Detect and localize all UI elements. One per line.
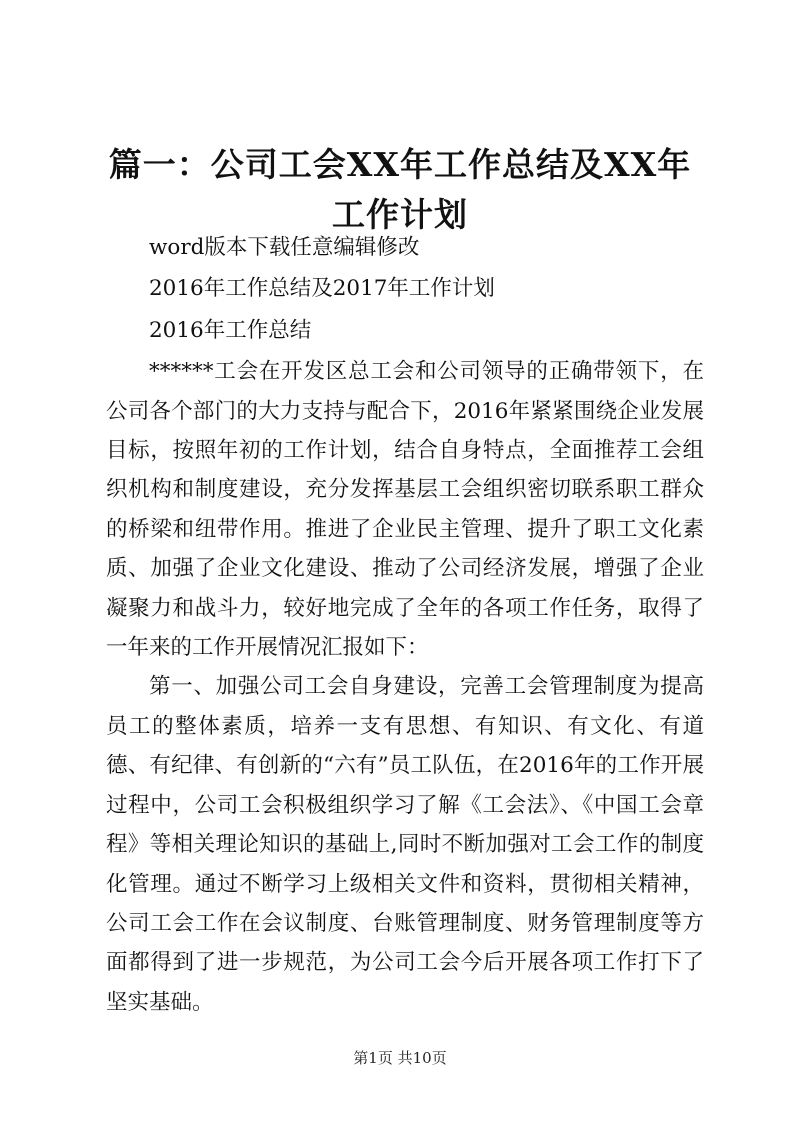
paragraph-intro: ******工会在开发区总工会和公司领导的正确带领下，在公司各个部门的大力支持与配合下，2016年紧紧围绕企业发展目标，按照年初的工作计划，结合自身特点，全面推荐工会组织机构和制度建设，充分发挥基层工会组织密切联系职工群众的桥梁和纽带作用。推进了企业民主管理、提升了职工文化素质、加强了企业文化建设、推动了公司经济发展，增强了企业凝聚力和战斗力，较好地完成了全年的各项工作任务，取得了一年来的工作开展情况汇报如下： <box>106 359 704 661</box>
document-body <box>106 228 704 1022</box>
paragraph-section-heading: 2016年工作总结 <box>149 317 312 343</box>
document-title: 篇一：公司工会XX年工作总结及XX年工作计划 <box>108 145 692 234</box>
paragraph-subtitle: 2016年工作总结及2017年工作计划 <box>149 276 495 302</box>
page-footer: 第1页 共10页 <box>353 1049 447 1067</box>
paragraph-point-one: 第一、加强公司工会自身建设，完善工会管理制度为提高员工的整体素质，培养一支有思想、有知识、有文化、有道德、有纪律、有创新的“六有”员工队伍，在2016年的工作开展过程中，公司工会积极组织学习了解《工会法》、《中国工会章程》等相关理论知识的基础上,同时不断加强对工会工作的制度化管理。通过不断学习上级相关文件和资料，贯彻相关精神，公司工会工作在会议制度、台账管理制度、财务管理制度等方面都得到了进一步规范，为公司工会今后开展各项工作打下了坚实基础。 <box>106 674 704 1015</box>
paragraph-download-note: word版本下载任意编辑修改 <box>149 235 420 260</box>
